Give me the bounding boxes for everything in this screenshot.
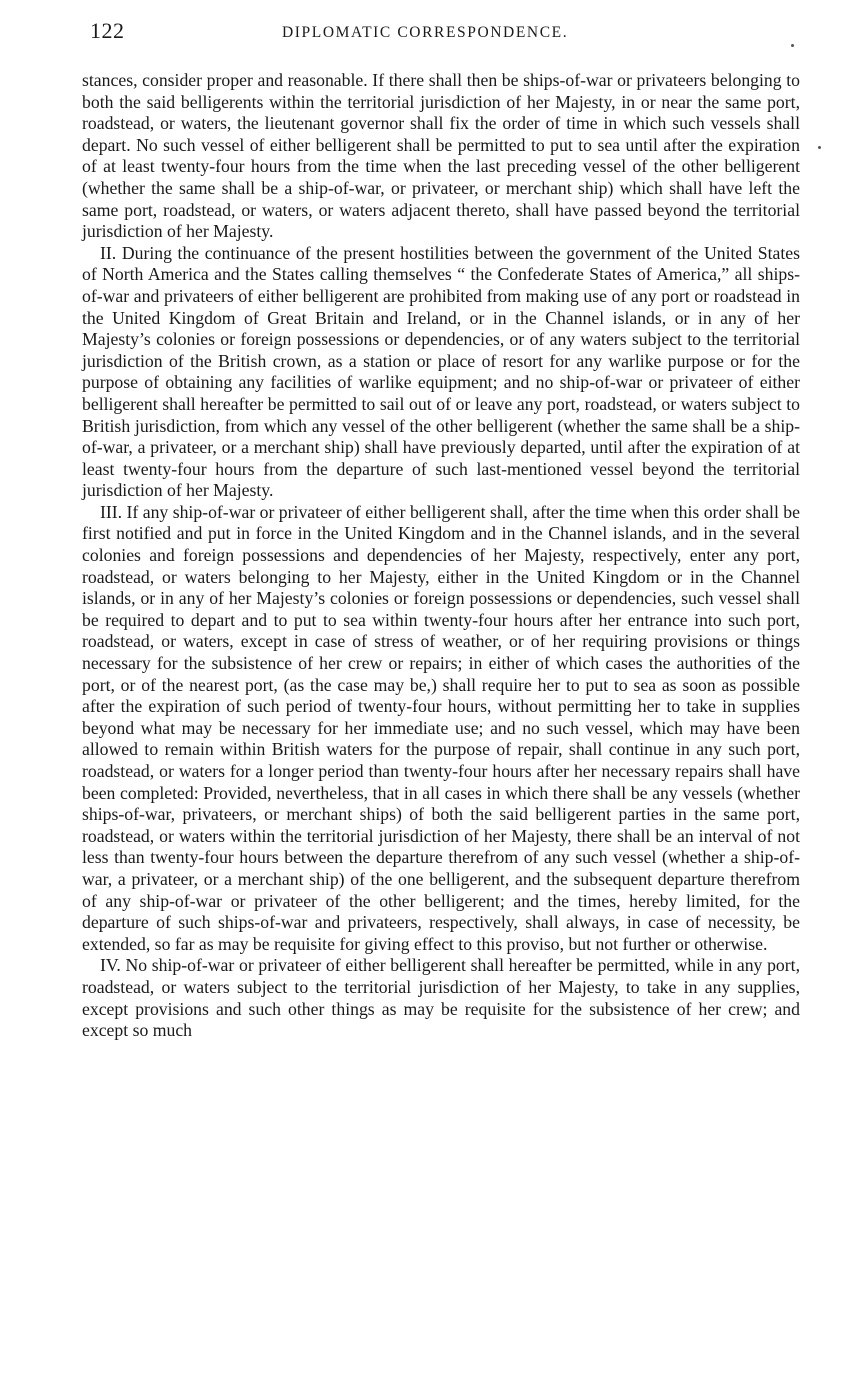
- body-text: [82, 70, 800, 1042]
- running-head: DIPLOMATIC CORRESPONDENCE.: [282, 24, 569, 41]
- page-number: 122: [90, 18, 125, 43]
- paragraph-article-ii: II. During the continuance of the present hostilities between the government of the United States of North America and the States calling themselves “ the Confederate States of America,” all ships-of-war and privateers of either belligerent are prohibited from making use of any port or roadstead in the United Kingdom of Great Britain and Ireland, or in the Channel islands, or in any of her Majesty’s colonies or foreign possessions or dependencies, or of any waters subject to the territorial jurisdiction of the British crown, as a station or place of resort for any warlike purpose or for the purpose of obtaining any facilities of warlike equipment; and no ship-of-war or privateer of either belligerent shall hereafter be permitted to sail out of or leave any port, roadstead, or waters subject to British jurisdiction, from which any vessel of the other belligerent (whether the same shall be a ship-of-war, a privateer, or a merchant ship) shall have previously departed, until after the expiration of at least twenty-four hours from the departure of such last-mentioned vessel beyond the territorial jurisdiction of her Majesty.: [82, 242, 800, 501]
- paragraph-continuation: stances, consider proper and reasonable. If there shall then be ships-of-war or privateers belonging to both the said belligerents within the territorial jurisdiction of her Majesty, in or near the same port, roadstead, or waters, the lieutenant governor shall fix the order of time in which such vessels shall depart. No such vessel of either belligerent shall be permitted to put to sea until after the expiration of at least twenty-four hours from the time when the last preceding vessel of the other belligerent (whether the same shall be a ship-of-war, or privateer, or merchant ship) which shall have left the same port, roadstead, or waters, or waters adjacent thereto, shall have passed beyond the territorial jurisdiction of her Majesty.: [82, 70, 800, 242]
- paragraph-article-iv: IV. No ship-of-war or privateer of either belligerent shall hereafter be permitted, while in any port, roadstead, or waters subject to the territorial jurisdiction of her Majesty, to take in any supplies, except provisions and such other things as may be requisite for the subsistence of her crew; and except so much: [82, 955, 800, 1041]
- paragraph-article-iii: III. If any ship-of-war or privateer of either belligerent shall, after the time when this order shall be first notified and put in force in the United Kingdom and in the Channel islands, and in the several colonies and foreign possessions and dependencies of her Majesty, respectively, enter any port, roadstead, or waters belonging to her Majesty, either in the United Kingdom or in the Channel islands, or in any of her Majesty’s colonies or foreign possessions or dependencies, such vessel shall be required to depart and to put to sea within twenty-four hours after her entrance into such port, roadstead, or waters, except in case of stress of weather, or of her requiring provisions or things necessary for the subsistence of her crew or repairs; in either of which cases the authorities of the port, or of the nearest port, (as the case may be,) shall require her to put to sea as soon as possible after the expiration of such period of twenty-four hours, without permitting her to take in supplies beyond what may be necessary for her immediate use; and no such vessel, which may have been allowed to remain within British waters for the purpose of repair, shall continue in any such port, roadstead, or waters for a longer period than twenty-four hours after her necessary repairs shall have been completed: Provided, nevertheless, that in all cases in which there shall be any vessels (whether ships-of-war, privateers, or merchant ships) of both the said belligerent parties in the same port, roadstead, or waters within the territorial jurisdiction of her Majesty, there shall be an interval of not less than twenty-four hours between the departure therefrom of any such vessel (whether a ship-of-war, a privateer, or a merchant ship) of the one belligerent, and the subsequent departure therefrom of any ship-of-war or privateer of the other belligerent; and the times, hereby limited, for the departure of such ships-of-war and privateers, respectively, shall always, in case of necessity, be extended, so far as may be requisite for giving effect to this proviso, but not further or otherwise.: [82, 501, 800, 954]
- ink-speck: [818, 146, 821, 149]
- page-header: [90, 18, 810, 50]
- ink-speck: [791, 44, 794, 47]
